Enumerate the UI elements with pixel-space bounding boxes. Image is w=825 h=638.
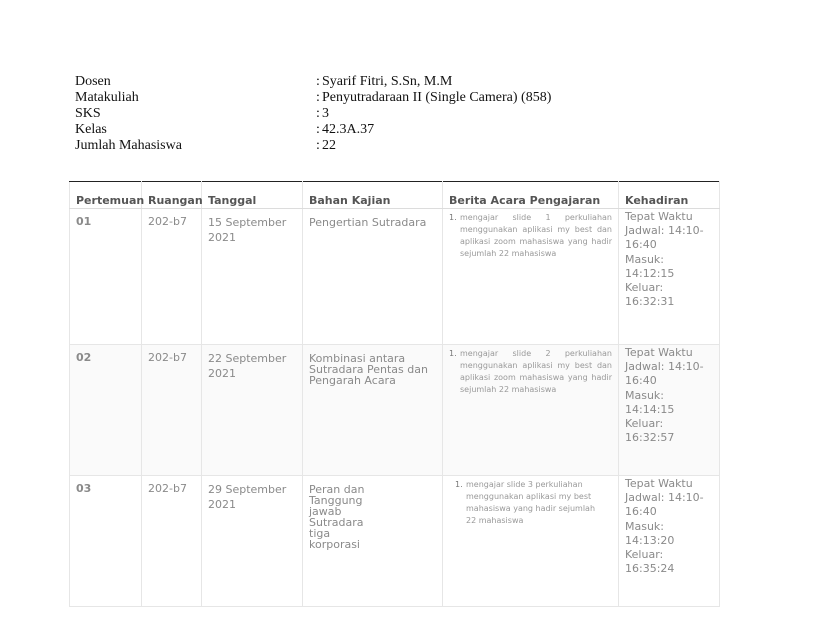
cell-pertemuan: 03 [70, 476, 142, 607]
cell-tanggal: 29 September 2021 [202, 476, 303, 607]
kehadiran-keluar: Keluar: 16:32:57 [625, 417, 675, 445]
course-info [75, 74, 675, 154]
table-row [70, 476, 720, 607]
info-label: Jumlah Mahasiswa [75, 138, 182, 153]
berita-text: mengajar slide 2 perkuliahan menggunakan aplikasi my best dan aplikasi zoom mahasiswa yang hadir sejumlah 22 mahasiswa [460, 349, 612, 394]
cell-ruangan: 202-b7 [142, 209, 202, 345]
info-separator: : [316, 106, 320, 121]
list-number: 1. [455, 480, 463, 489]
kehadiran-masuk: Masuk: 14:13:20 [625, 519, 675, 547]
cell-bahan-kajian: Pengertian Sutradara [303, 209, 443, 345]
header-pertemuan: Pertemuan [70, 182, 142, 209]
info-row-matakuliah [75, 90, 675, 106]
header-berita-acara: Berita Acara Pengajaran [443, 182, 619, 209]
kehadiran-status: Tepat Waktu [625, 346, 693, 359]
info-value: Penyutradaraan II (Single Camera) (858) [322, 90, 552, 105]
kehadiran-keluar: Keluar: 16:32:31 [625, 281, 675, 309]
cell-tanggal: 22 September 2021 [202, 345, 303, 476]
cell-kehadiran [619, 209, 720, 345]
list-number: 1. [449, 349, 457, 358]
cell-berita-acara [443, 345, 619, 476]
list-number: 1. [449, 213, 457, 222]
kehadiran-jadwal: Jadwal: 14:10-16:40 [625, 491, 704, 519]
info-label: Dosen [75, 74, 111, 89]
cell-tanggal: 15 September 2021 [202, 209, 303, 345]
kehadiran-jadwal: Jadwal: 14:10-16:40 [625, 224, 704, 252]
table-row [70, 209, 720, 345]
cell-ruangan: 202-b7 [142, 476, 202, 607]
cell-kehadiran [619, 476, 720, 607]
info-separator: : [316, 122, 320, 137]
info-row-kelas [75, 122, 675, 138]
info-value: 22 [322, 138, 336, 153]
cell-berita-acara [443, 476, 619, 607]
kehadiran-jadwal: Jadwal: 14:10-16:40 [625, 360, 704, 388]
header-kehadiran: Kehadiran [619, 182, 720, 209]
info-row-sks [75, 106, 675, 122]
header-bahan-kajian: Bahan Kajian [303, 182, 443, 209]
cell-berita-acara [443, 209, 619, 345]
info-label: Matakuliah [75, 90, 139, 105]
cell-bahan-kajian: Kombinasi antara Sutradara Pentas dan Pengarah Acara [303, 345, 443, 476]
info-value: 42.3A.37 [322, 122, 375, 137]
info-separator: : [316, 138, 320, 153]
kehadiran-masuk: Masuk: 14:12:15 [625, 252, 675, 280]
table-header-row [70, 182, 720, 209]
info-value: Syarif Fitri, S.Sn, M.M [322, 74, 453, 89]
cell-pertemuan: 02 [70, 345, 142, 476]
table-row [70, 345, 720, 476]
cell-kehadiran [619, 345, 720, 476]
info-row-dosen [75, 74, 675, 90]
info-separator: : [316, 74, 320, 89]
header-ruangan: Ruangan [142, 182, 202, 209]
header-tanggal: Tanggal [202, 182, 303, 209]
kehadiran-keluar: Keluar: 16:35:24 [625, 548, 675, 576]
info-separator: : [316, 90, 320, 105]
kehadiran-status: Tepat Waktu [625, 210, 693, 223]
cell-ruangan: 202-b7 [142, 345, 202, 476]
attendance-table [69, 181, 720, 607]
info-value: 3 [322, 106, 329, 121]
info-row-jumlah-mahasiswa [75, 138, 675, 154]
kehadiran-status: Tepat Waktu [625, 477, 693, 490]
cell-bahan-kajian: Peran dan Tanggung jawab Sutradara tiga korporasi [303, 476, 443, 607]
info-label: SKS [75, 106, 101, 121]
info-label: Kelas [75, 122, 107, 137]
kehadiran-masuk: Masuk: 14:14:15 [625, 388, 675, 416]
cell-pertemuan: 01 [70, 209, 142, 345]
berita-text: mengajar slide 3 perkuliahan menggunakan aplikasi my best mahasiswa yang hadir sejumlah 22 mahasiswa [466, 480, 596, 525]
berita-text: mengajar slide 1 perkuliahan menggunakan aplikasi my best dan aplikasi zoom mahasiswa yang hadir sejumlah 22 mahasiswa [460, 213, 612, 258]
